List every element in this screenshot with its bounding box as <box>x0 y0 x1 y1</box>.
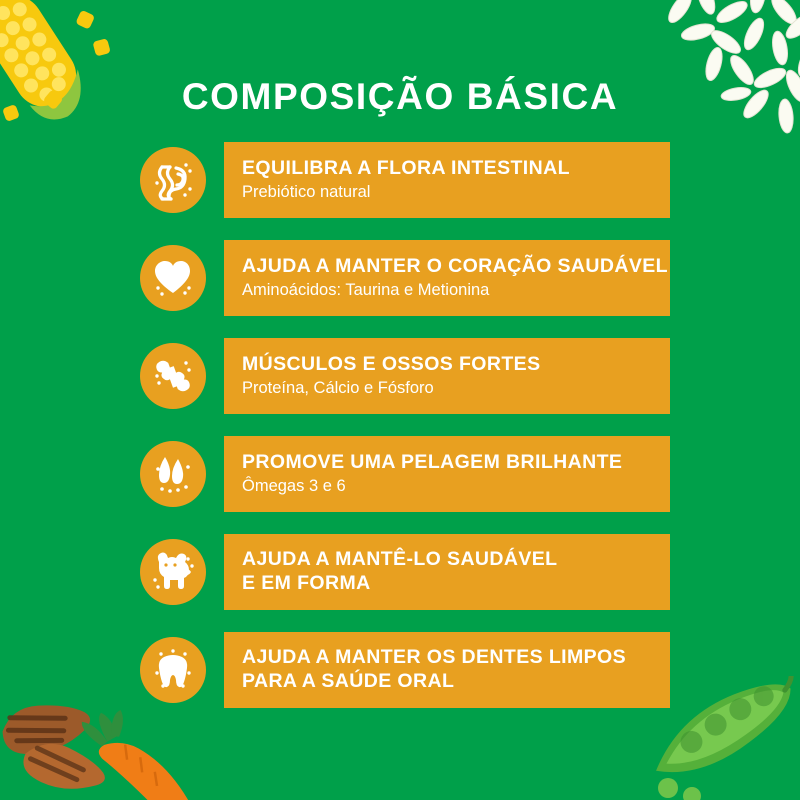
benefit-headline: MÚSCULOS E OSSOS FORTES <box>242 353 541 376</box>
benefit-bar-5 <box>224 534 670 610</box>
benefit-bar-6 <box>224 632 670 708</box>
heart-icon <box>140 245 206 311</box>
benefit-item-1 <box>140 142 670 218</box>
benefit-headline: AJUDA A MANTER OS DENTES LIMPOS <box>242 646 627 669</box>
benefits-list <box>140 142 670 708</box>
dog-icon <box>140 539 206 605</box>
benefit-bar-1 <box>224 142 670 218</box>
benefit-headline: AJUDA A MANTÊ-LO SAUDÁVEL <box>242 548 558 571</box>
benefit-subline: Aminoácidos: Taurina e Metionina <box>242 281 490 300</box>
benefit-headline: AJUDA A MANTER O CORAÇÃO SAUDÁVEL <box>242 255 668 278</box>
rice-grains-image <box>640 0 800 150</box>
benefit-headline: EQUILIBRA A FLORA INTESTINAL <box>242 157 570 180</box>
bone-icon <box>140 343 206 409</box>
pea-pod-image <box>648 676 800 800</box>
benefit-headline: PROMOVE UMA PELAGEM BRILHANTE <box>242 451 623 474</box>
benefit-item-2 <box>140 240 670 316</box>
page-title: COMPOSIÇÃO BÁSICA <box>181 76 619 117</box>
fur-hair-icon <box>140 441 206 507</box>
benefit-bar-3 <box>224 338 670 414</box>
benefit-subline: Proteína, Cálcio e Fósforo <box>242 379 434 398</box>
benefit-subline: Ômegas 3 e 6 <box>242 477 346 496</box>
benefit-item-5 <box>140 534 670 610</box>
benefit-subline: E EM FORMA <box>242 572 371 594</box>
benefit-bar-2 <box>224 240 670 316</box>
benefit-item-4 <box>140 436 670 512</box>
tooth-icon <box>140 637 206 703</box>
intestine-icon <box>140 147 206 213</box>
benefit-subline: PARA A SAÚDE ORAL <box>242 670 455 692</box>
benefit-bar-4 <box>224 436 670 512</box>
benefit-item-6 <box>140 632 670 708</box>
benefit-subline: Prebiótico natural <box>242 183 371 202</box>
benefit-item-3 <box>140 338 670 414</box>
